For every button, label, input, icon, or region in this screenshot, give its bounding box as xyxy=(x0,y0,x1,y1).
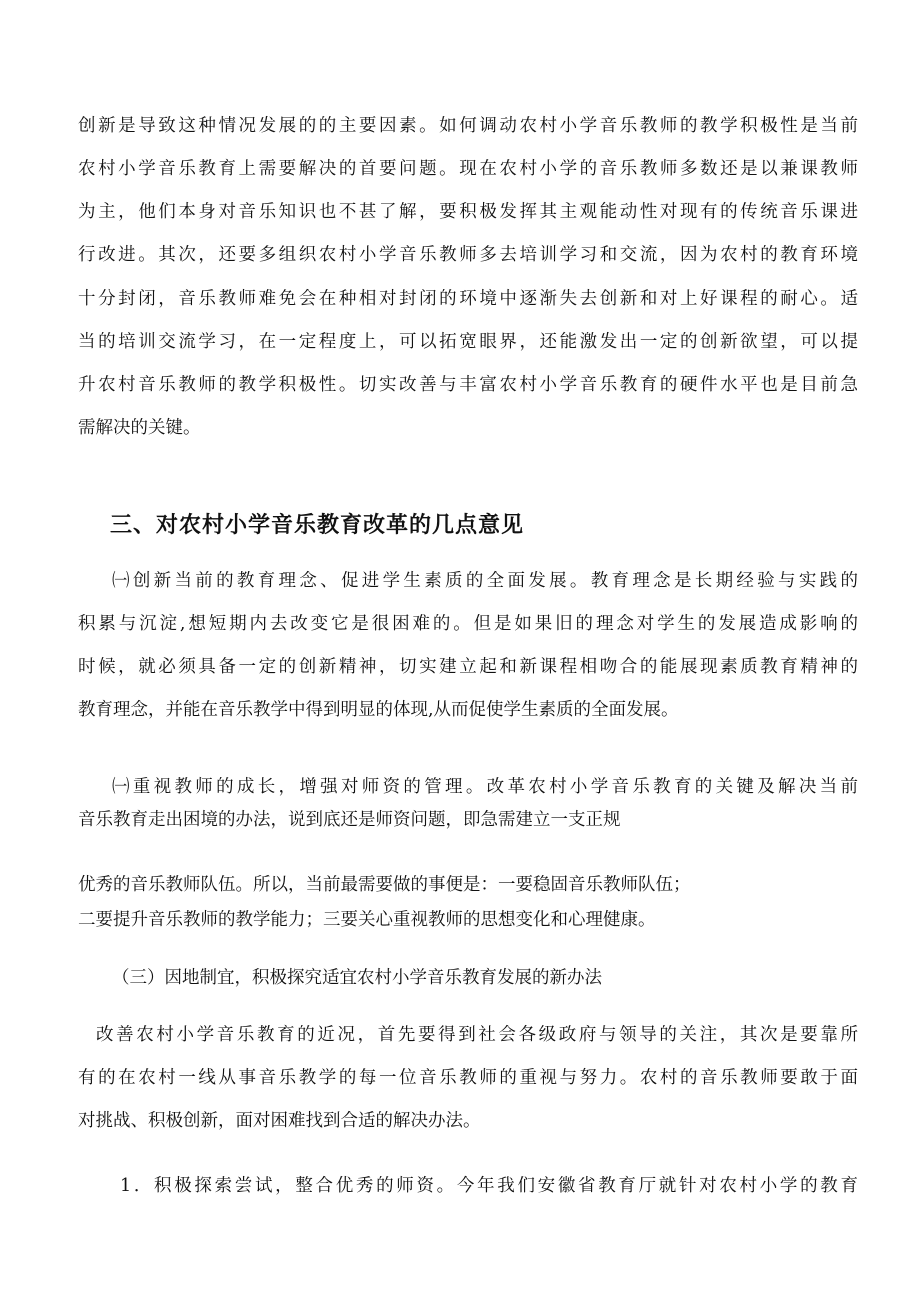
intro-line-2: 农村小学音乐教育上需要解决的首要问题。现在农村小学的音乐教师多数还是以兼课教师 xyxy=(78,159,858,179)
section-heading: 三、对农村小学音乐教育改革的几点意见 xyxy=(110,513,525,538)
point3-line-2: 有的在农村一线从事音乐教学的每一位音乐教师的重视与努力。农村的音乐教师要敢于面 xyxy=(78,1068,858,1088)
intro-line-6: 当的培训交流学习，在一定程度上，可以拓宽眼界，还能激发出一定的创新欲望，可以提 xyxy=(78,332,858,352)
intro-line-8: 需解决的关键。 xyxy=(78,418,201,438)
intro-line-1: 创新是导致这种情况发展的的主要因素。如何调动农村小学音乐教师的教学积极性是当前 xyxy=(78,116,858,136)
point1-line-2: 积累与沉淀,想短期内去改变它是很困难的。但是如果旧的理念对学生的发展造成影响的 xyxy=(78,614,858,634)
point2-cont-line-2: 二要提升音乐教师的教学能力；三要关心重视教师的思想变化和心理健康。 xyxy=(78,910,656,930)
point1-line-1: ㈠创新当前的教育理念、促进学生素质的全面发展。教育理念是长期经验与实践的 xyxy=(112,571,858,591)
item1-line: 1．积极探索尝试，整合优秀的师资。今年我们安徽省教育厅就针对农村小学的教育 xyxy=(120,1176,858,1196)
point3-line-3: 对挑战、积极创新，面对困难找到合适的解决办法。 xyxy=(78,1111,481,1131)
point2-line-1: ㈠重视教师的成长，增强对师资的管理。改革农村小学音乐教育的关键及解决当前 xyxy=(112,777,858,797)
point2-cont-line-1: 优秀的音乐教师队伍。所以，当前最需要做的事便是：一要稳固音乐教师队伍； xyxy=(78,875,691,895)
intro-line-7: 升农村音乐教师的教学积极性。切实改善与丰富农村小学音乐教育的硬件水平也是目前急 xyxy=(78,375,858,395)
intro-line-5: 十分封闭，音乐教师难免会在种相对封闭的环境中逐渐失去创新和对上好课程的耐心。适 xyxy=(78,289,858,309)
point1-line-4: 教育理念，并能在音乐教学中得到明显的体现,从而促使学生素质的全面发展。 xyxy=(78,700,679,720)
point3-heading: （三）因地制宜，积极探究适宜农村小学音乐教育发展的新办法 xyxy=(112,968,602,988)
point3-line-1: 改善农村小学音乐教育的近况，首先要得到社会各级政府与领导的关注，其次是要靠所 xyxy=(96,1025,858,1045)
intro-line-3: 为主，他们本身对音乐知识也不甚了解，要积极发挥其主观能动性对现有的传统音乐课进 xyxy=(78,202,858,222)
intro-line-4: 行改进。其次，还要多组织农村小学音乐教师多去培训学习和交流，因为农村的教育环境 xyxy=(78,245,858,265)
point2-line-2: 音乐教育走出困境的办法，说到底还是师资问题，即急需建立一支正规 xyxy=(78,810,621,830)
point1-line-3: 时候，就必须具备一定的创新精神，切实建立起和新课程相吻合的能展现素质教育精神的 xyxy=(78,657,858,677)
